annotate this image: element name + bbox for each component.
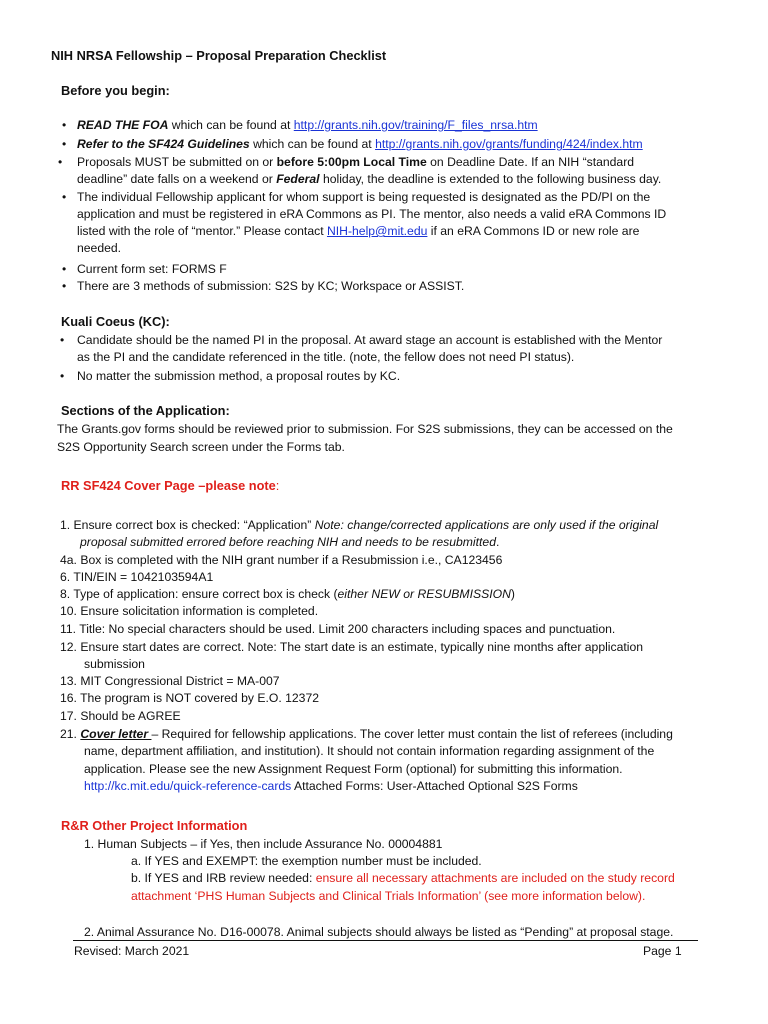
cover-item-6: 6. TIN/EIN = 1042103594A1 [60, 570, 214, 584]
cover-item-13: 13. MIT Congressional District = MA-007 [60, 674, 280, 688]
cover-item-16: 16. The program is NOT covered by E.O. 12372 [60, 691, 320, 705]
bullet-icon: • [62, 262, 67, 276]
before-item-form-set: Current form set: FORMS F [77, 262, 227, 276]
cover-item-8: 8. Type of application: ensure correct box is check (either NEW or RESUBMISSION) [60, 587, 515, 601]
nih-help-email-link[interactable]: NIH-help@mit.edu [326, 224, 428, 238]
rr-item-1b-l1: b. If YES and IRB review needed: ensure all necessary attachments are included on the study record [131, 871, 675, 885]
cover-item-12-l2: submission [84, 657, 145, 671]
bullet-icon: • [62, 190, 67, 204]
footer-divider [73, 940, 698, 941]
before-item-applicant-l1: The individual Fellowship applicant for whom support is being requested is designated as the PD/PI on the [77, 190, 651, 204]
foa-link[interactable]: http://grants.nih.gov/training/F_files_nrsa.htm [293, 118, 538, 132]
before-item-applicant-l4: needed. [77, 241, 122, 255]
rr-item-1a: a. If YES and EXEMPT: the exemption number must be included. [131, 854, 482, 868]
bullet-icon: • [62, 279, 67, 293]
bullet-icon: • [62, 137, 67, 151]
sections-text-l2: S2S Opportunity Search screen under the Forms tab. [57, 440, 345, 454]
cover-item-4a: 4a. Box is completed with the NIH grant number if a Resubmission i.e., CA123456 [60, 553, 503, 567]
rr-item-1: 1. Human Subjects – if Yes, then include Assurance No. 00004881 [84, 837, 443, 851]
kc-item-pi-l2: as the PI and the candidate referenced in the title. (note, the fellow does not need PI status). [77, 350, 575, 364]
cover-item-21-l2: name, department affiliation, and institution). It should not contain information regarding assignment of the [84, 744, 655, 758]
kc-heading: Kuali Coeus (KC): [61, 314, 170, 329]
sections-heading: Sections of the Application: [61, 403, 230, 418]
quick-reference-cards-link[interactable]: http://kc.mit.edu/quick-reference-cards [84, 779, 292, 793]
sf424-guidelines-link[interactable]: http://grants.nih.gov/grants/funding/424/index.htm [375, 137, 643, 151]
bullet-icon: • [60, 333, 65, 347]
rr-item-1b-l2: attachment ‘PHS Human Subjects and Clinical Trials Information’ (see more information below). [131, 889, 646, 903]
before-item-read-foa: READ THE FOA which can be found at http://grants.nih.gov/training/F_files_nrsa.htm [77, 118, 538, 132]
footer-page-number: Page 1 [643, 944, 682, 958]
footer-revised-date: Revised: March 2021 [74, 944, 190, 958]
cover-item-21-l1: 21. Cover letter – Required for fellowship applications. The cover letter must contain the list of referees (including [60, 727, 673, 741]
rr-heading: R&R Other Project Information [61, 818, 248, 833]
before-heading: Before you begin: [61, 83, 170, 98]
before-item-sf424: Refer to the SF424 Guidelines which can be found at http://grants.nih.gov/grants/funding/424/index.htm [77, 137, 643, 151]
cover-item-1: 1. Ensure correct box is checked: “Application” Note: change/corrected applications are only used if the original [60, 518, 659, 532]
before-item-applicant-l3: listed with the role of “mentor.” Please contact NIH-help@mit.edu if an eRA Commons ID or new role are [77, 224, 640, 238]
before-item-submission-methods: There are 3 methods of submission: S2S by KC; Workspace or ASSIST. [77, 279, 465, 293]
cover-item-11: 11. Title: No special characters should be used. Limit 200 characters including spaces and punctuation. [60, 622, 616, 636]
sections-text-l1: The Grants.gov forms should be reviewed prior to submission. For S2S submissions, they can be accessed on the [57, 422, 673, 436]
page-title: NIH NRSA Fellowship – Proposal Preparation Checklist [51, 48, 387, 63]
kc-item-routing: No matter the submission method, a proposal routes by KC. [77, 369, 401, 383]
rr-item-2: 2. Animal Assurance No. D16-00078. Animal subjects should always be listed as “Pending” at proposal stage. [84, 925, 674, 939]
kc-item-pi-l1: Candidate should be the named PI in the proposal. At award stage an account is established with the Mentor [77, 333, 663, 347]
bullet-icon: • [62, 118, 67, 132]
cover-item-12-l1: 12. Ensure start dates are correct. Note: The start date is an estimate, typically nine months after application [60, 640, 644, 654]
cover-page-heading: RR SF424 Cover Page –please note: [61, 478, 280, 493]
cover-item-1-l2: proposal submitted errored before reaching NIH and needs to be resubmitted. [80, 535, 500, 549]
cover-item-10: 10. Ensure solicitation information is completed. [60, 604, 319, 618]
before-item-deadline-line2: deadline” date falls on a weekend or Federal holiday, the deadline is extended to the following business day. [77, 172, 662, 186]
bullet-icon: • [60, 369, 65, 383]
before-item-applicant-l2: application and must be registered in eRA Commons as PI. The mentor, also needs a valid eRA Commons ID [77, 207, 667, 221]
cover-item-21-l3: application. Please see the new Assignment Request Form (optional) for submitting this information. [84, 762, 623, 776]
cover-item-17: 17. Should be AGREE [60, 709, 181, 723]
bullet-icon: • [58, 155, 63, 169]
before-item-deadline: Proposals MUST be submitted on or before 5:00pm Local Time on Deadline Date. If an NIH “standard [77, 155, 635, 169]
cover-item-21-l4: http://kc.mit.edu/quick-reference-cards Attached Forms: User-Attached Optional S2S Forms [84, 779, 578, 793]
